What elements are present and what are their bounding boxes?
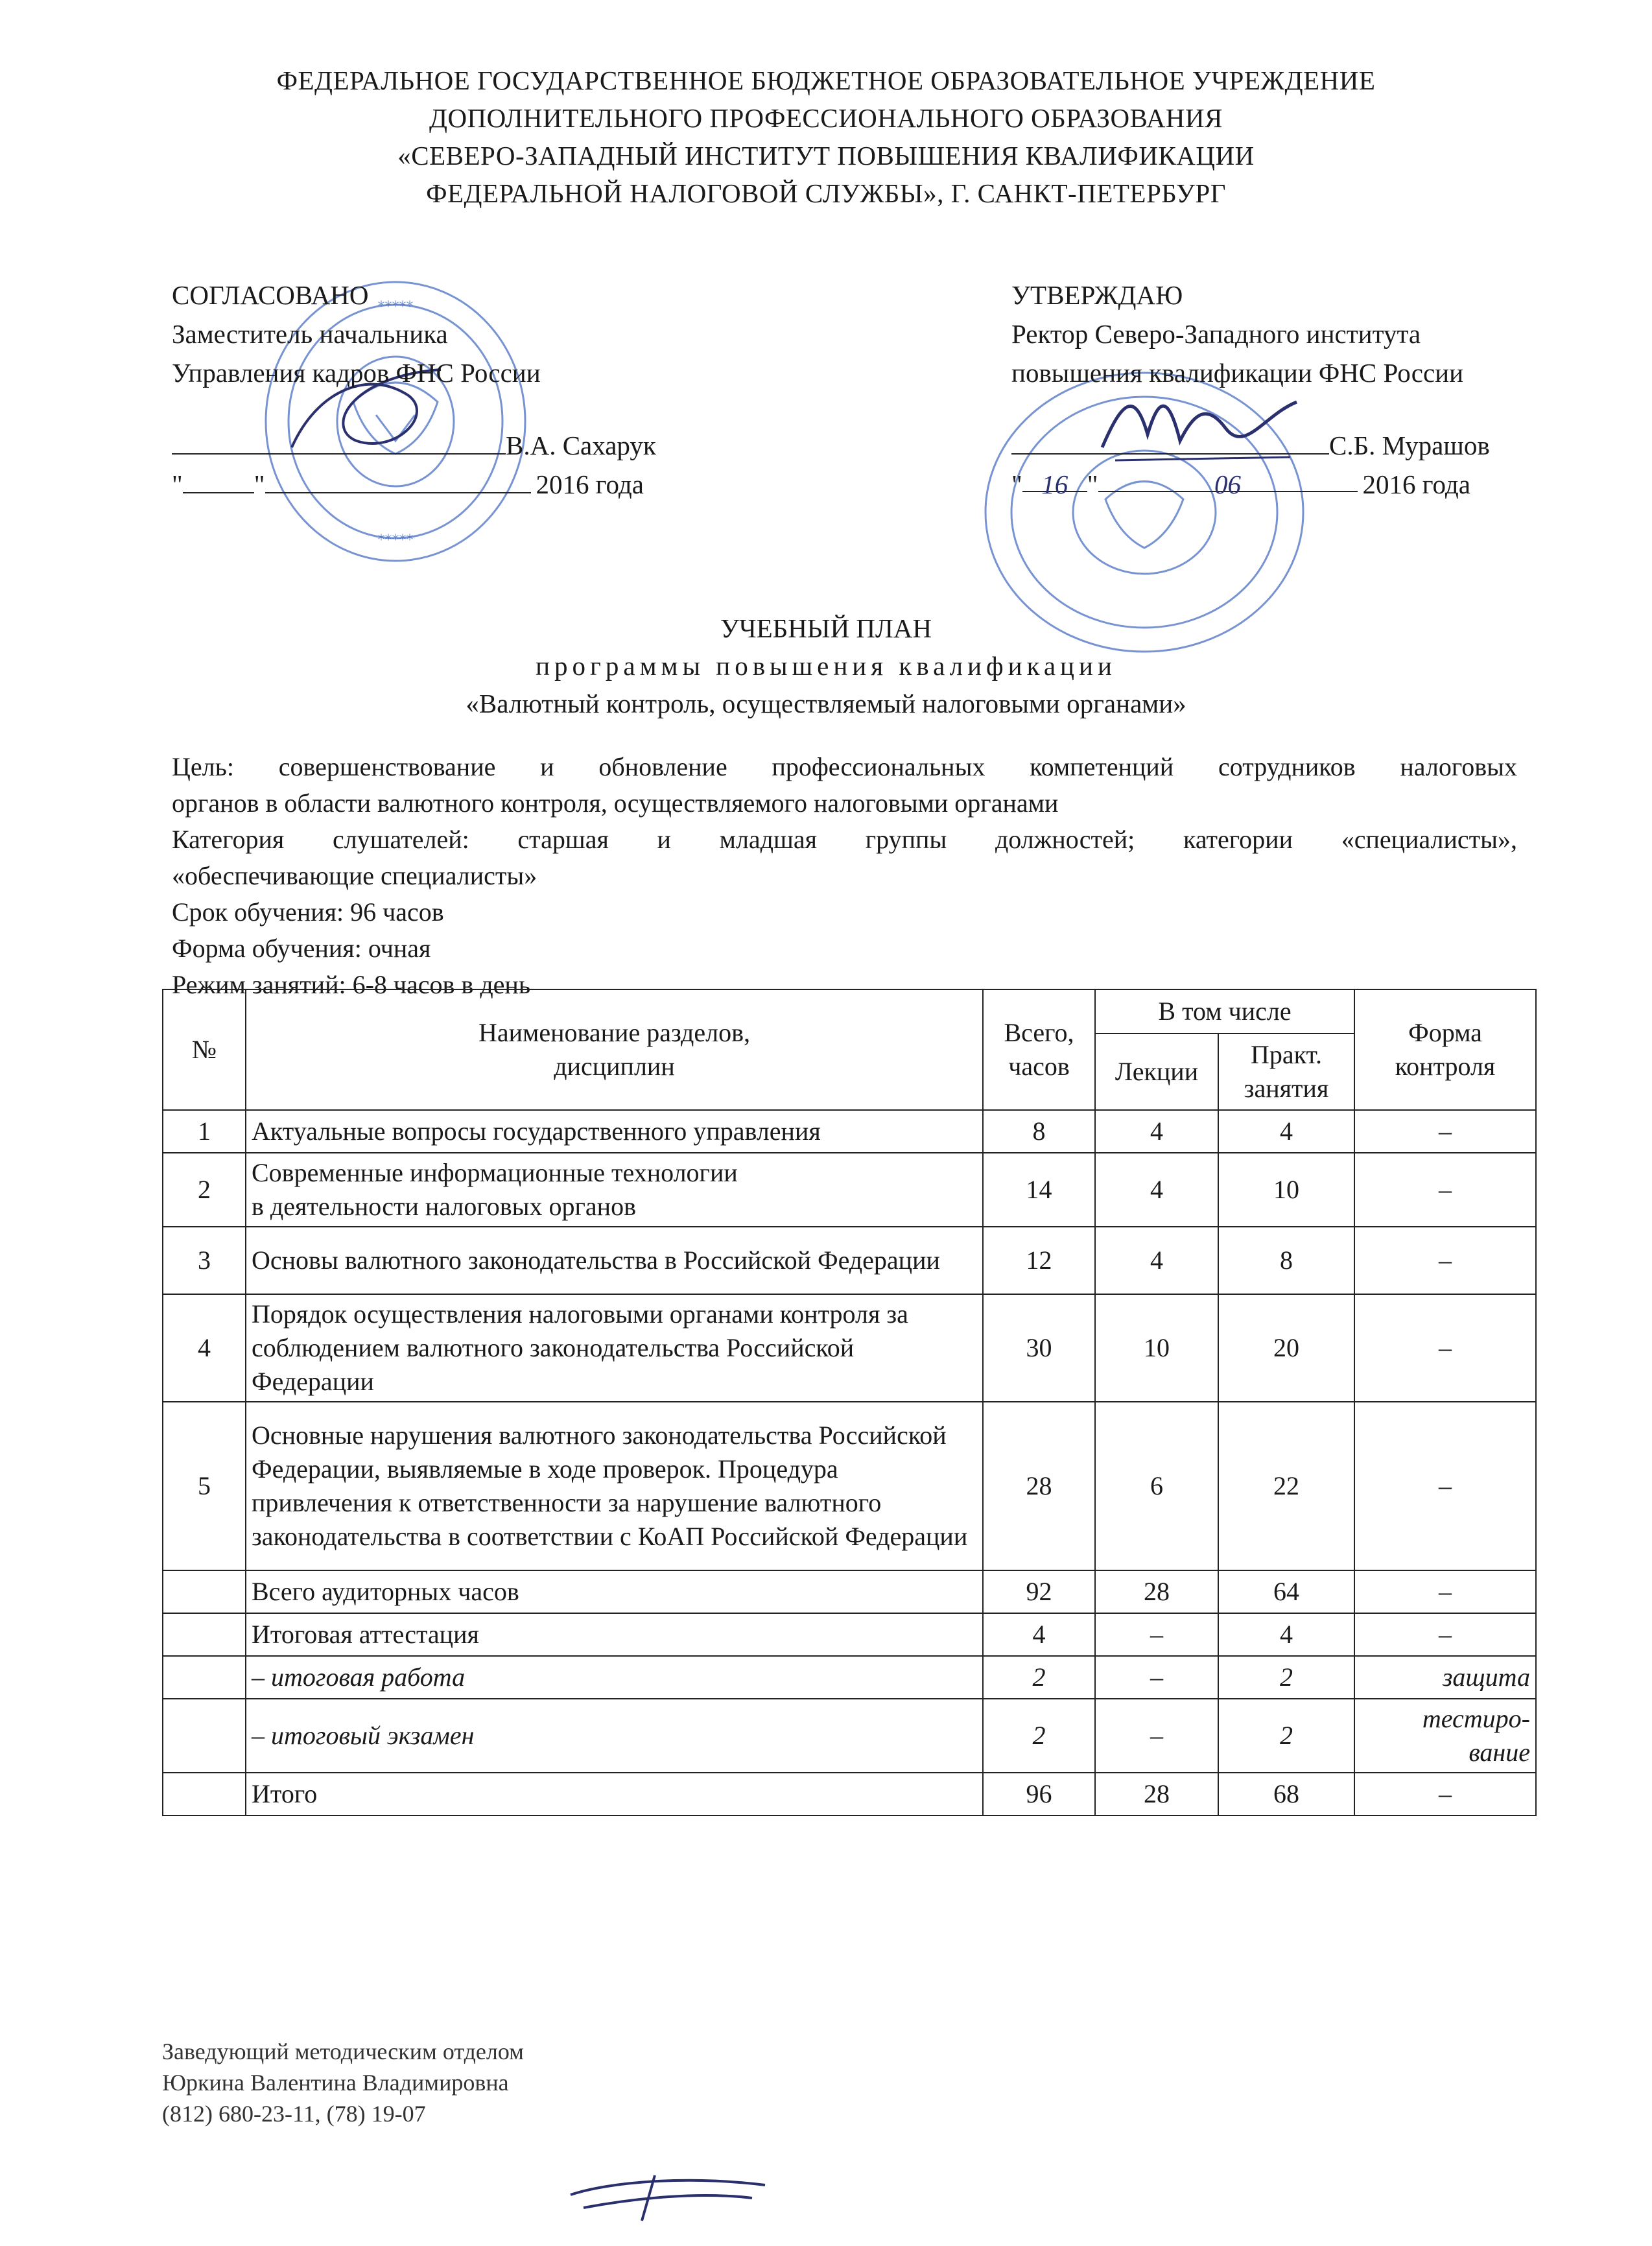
table-row [163,1110,1536,1153]
meta-form: Форма обучения: очная [172,934,431,963]
table-row [163,1773,1536,1815]
row-control: защита [1354,1656,1536,1699]
row-practice: 4 [1218,1110,1354,1153]
row-total: 2 [983,1656,1095,1699]
approval-left-signature-line [172,426,690,465]
row-name: – итоговая работа [246,1656,983,1699]
header-line-1: ФЕДЕРАЛЬНОЕ ГОСУДАРСТВЕННОЕ БЮДЖЕТНОЕ ОБРАЗОВАТЕЛЬНОЕ УЧРЕЖДЕНИЕ [276,65,1376,95]
approval-left-name: В.А. Сахарук [506,431,656,460]
row-name: – итоговый экзамен [246,1699,983,1773]
meta-category-a: Категория слушателей: старшая и младшая группы должностей; категории «специалисты», [172,825,1517,854]
footer-line-3: (812) 680-23-11, (78) 19-07 [162,2101,426,2127]
footer-contact [162,2036,524,2129]
approval-right-position-2: повышения квалификации ФНС России [1011,358,1464,388]
table-row [163,1699,1536,1773]
signature-underline [172,427,506,455]
table-row [163,1402,1536,1570]
header-name-b: дисциплин [554,1052,675,1081]
row-lectures: 4 [1095,1153,1218,1227]
meta-schedule: Режим занятий: 6-8 часов в день [172,970,531,999]
row-practice: 10 [1218,1153,1354,1227]
meta-goal-a: Цель: совершенствование и обновление профессиональных компетенций сотрудников налоговых [172,752,1517,781]
row-num [163,1773,246,1815]
header-control [1354,989,1536,1110]
date-month: 06 [1098,465,1358,492]
row-total: 14 [983,1153,1095,1227]
footer-line-1: Заведующий методическим отделом [162,2039,524,2064]
row-num: 5 [163,1402,246,1570]
row-control: – [1354,1773,1536,1815]
row-lectures: 10 [1095,1294,1218,1402]
date-quote-open: " [1011,469,1022,499]
table-row [163,1656,1536,1699]
table-row [163,1294,1536,1402]
footer-line-2: Юркина Валентина Владимировна [162,2070,509,2096]
row-practice: 64 [1218,1570,1354,1613]
header-name-a: Наименование разделов, [478,1018,750,1047]
row-num: 2 [163,1153,246,1227]
row-total: 8 [983,1110,1095,1153]
header-including: В том числе [1095,989,1354,1034]
header-practice [1218,1034,1354,1110]
date-month-blank [265,466,531,493]
table-header-row [163,989,1536,1034]
header-control-b: контроля [1395,1052,1496,1081]
row-name: Актуальные вопросы государственного управления [246,1110,983,1153]
svg-text:*****: ***** [377,299,414,315]
table-body [163,1110,1536,1815]
approval-right-heading: УТВЕРЖДАЮ [1011,280,1183,310]
title-main: УЧЕБНЫЙ ПЛАН [720,613,932,643]
date-day: 16 [1022,465,1087,492]
approval-right-year: 2016 года [1362,469,1470,499]
row-control: – [1354,1294,1536,1402]
approval-left-heading: СОГЛАСОВАНО [172,280,369,310]
row-lectures: 28 [1095,1570,1218,1613]
row-control: – [1354,1110,1536,1153]
approval-left-position-1: Заместитель начальника [172,319,448,349]
svg-text:*****: ***** [377,532,414,549]
row-num [163,1656,246,1699]
institution-header [0,62,1652,212]
table-row [163,1570,1536,1613]
row-control: – [1354,1570,1536,1613]
row-num [163,1570,246,1613]
row-practice: 2 [1218,1656,1354,1699]
signature-bottom-icon [558,2162,778,2227]
row-control: – [1354,1153,1536,1227]
header-name [246,989,983,1110]
meta-duration: Срок обучения: 96 часов [172,897,444,927]
row-num [163,1613,246,1656]
header-total-a: Всего, [1004,1018,1074,1047]
approval-left-position-2: Управления кадров ФНС России [172,358,541,388]
row-lectures: 4 [1095,1227,1218,1294]
row-control: – [1354,1613,1536,1656]
approval-right-signature-line [1011,426,1524,465]
header-practice-a: Практ. [1250,1040,1323,1069]
row-num [163,1699,246,1773]
row-practice: 8 [1218,1227,1354,1294]
table-row [163,1613,1536,1656]
row-num: 3 [163,1227,246,1294]
approval-left [172,276,690,504]
row-name: Итого [246,1773,983,1815]
row-lectures: 4 [1095,1110,1218,1153]
curriculum-table [162,989,1537,1816]
header-practice-b: занятия [1244,1074,1329,1103]
row-practice: 22 [1218,1402,1354,1570]
row-name: Итоговая аттестация [246,1613,983,1656]
row-name: Основные нарушения валютного законодательства Российской Федерации, выявляемые в ходе проверок. Процедура привлечения к ответственности за нарушение валютного законодательства в соответствии с КоАП Российской Федерации [246,1402,983,1570]
row-practice: 2 [1218,1699,1354,1773]
approval-left-year: 2016 года [536,469,644,499]
header-total-b: часов [1008,1052,1070,1081]
row-num: 1 [163,1110,246,1153]
title-program: «Валютный контроль, осуществляемый налоговыми органами» [466,689,1186,718]
row-control: – [1354,1227,1536,1294]
header-num: № [163,989,246,1110]
signature-underline [1011,427,1329,455]
row-name: Основы валютного законодательства в Российской Федерации [246,1227,983,1294]
row-total: 30 [983,1294,1095,1402]
approval-right [1011,276,1524,504]
meta-goal-b: органов в области валютного контроля, осуществляемого налоговыми органами [172,788,1059,818]
approval-left-date-line [172,465,690,504]
header-line-2: ДОПОЛНИТЕЛЬНОГО ПРОФЕССИОНАЛЬНОГО ОБРАЗОВАНИЯ [429,103,1223,133]
header-control-a: Форма [1408,1018,1482,1047]
date-quote-close: " [1087,469,1098,499]
row-name: Порядок осуществления налоговыми органами контроля за соблюдением валютного законодательства Российской Федерации [246,1294,983,1402]
date-quote-open: " [172,469,183,499]
row-lectures: – [1095,1699,1218,1773]
header-line-3: «СЕВЕРО-ЗАПАДНЫЙ ИНСТИТУТ ПОВЫШЕНИЯ КВАЛИФИКАЦИИ [397,141,1255,171]
row-practice: 20 [1218,1294,1354,1402]
row-control: – [1354,1402,1536,1570]
date-quote-close: " [254,469,265,499]
row-total: 12 [983,1227,1095,1294]
row-lectures: – [1095,1613,1218,1656]
row-name: Современные информационные технологии в деятельности налоговых органов [246,1153,983,1227]
row-lectures: 28 [1095,1773,1218,1815]
table-row [163,1227,1536,1294]
table-row [163,1153,1536,1227]
row-lectures: 6 [1095,1402,1218,1570]
document-title [0,609,1652,722]
approval-right-date-line [1011,465,1524,504]
row-control: тестиро- вание [1354,1699,1536,1773]
header-total [983,989,1095,1110]
row-total: 4 [983,1613,1095,1656]
row-num: 4 [163,1294,246,1402]
row-name: Всего аудиторных часов [246,1570,983,1613]
header-lectures: Лекции [1095,1034,1218,1110]
row-total: 96 [983,1773,1095,1815]
row-practice: 4 [1218,1613,1354,1656]
header-line-4: ФЕДЕРАЛЬНОЙ НАЛОГОВОЙ СЛУЖБЫ», Г. САНКТ-ПЕТЕРБУРГ [426,178,1226,208]
approval-right-name: С.Б. Мурашов [1329,431,1490,460]
row-total: 2 [983,1699,1095,1773]
row-total: 28 [983,1402,1095,1570]
row-lectures: – [1095,1656,1218,1699]
meta-category-b: «обеспечивающие специалисты» [172,861,537,890]
title-sub: программы повышения квалификации [536,651,1116,681]
program-meta [172,749,1517,1003]
row-practice: 68 [1218,1773,1354,1815]
date-day-blank [183,466,254,493]
row-total: 92 [983,1570,1095,1613]
approval-right-position-1: Ректор Северо-Западного института [1011,319,1421,349]
